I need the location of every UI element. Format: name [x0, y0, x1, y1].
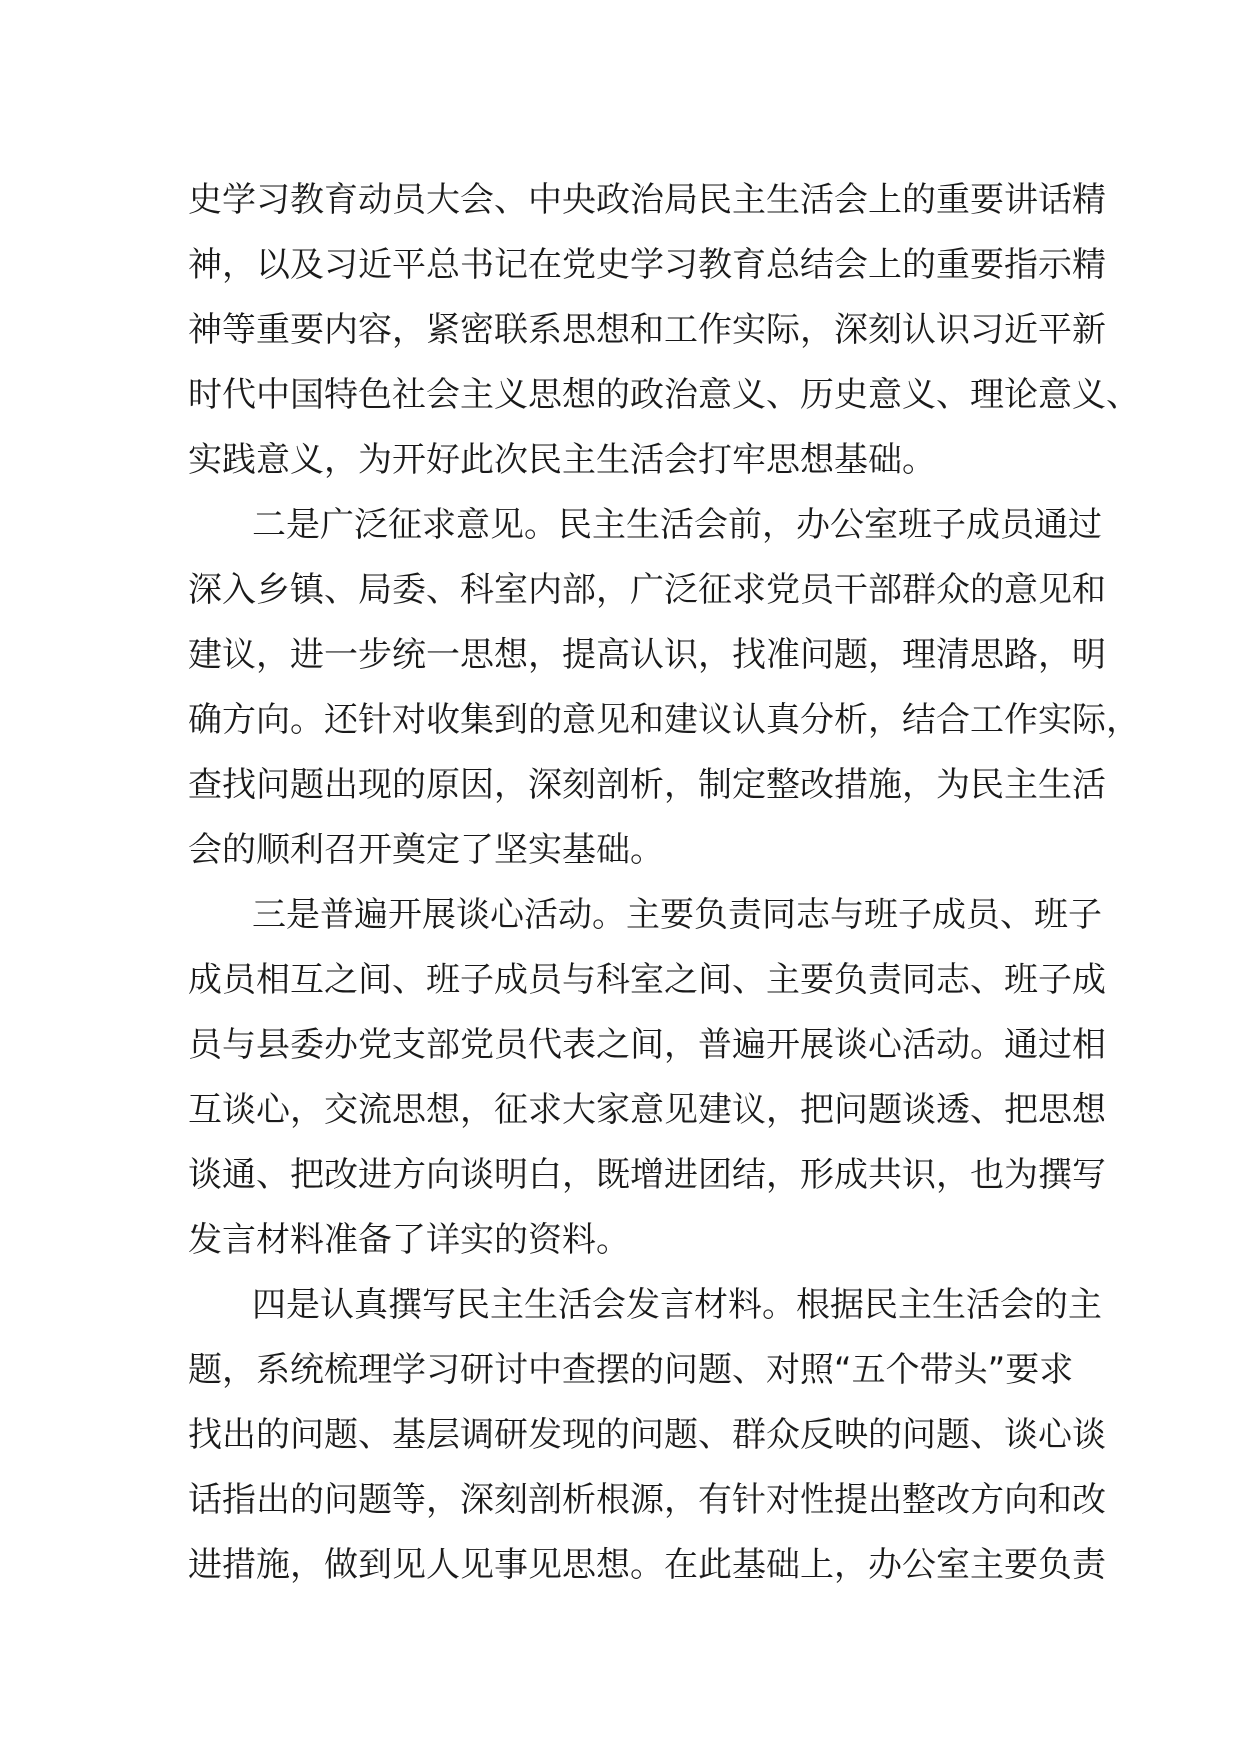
text-line: 时代中国特色社会主义思想的政治意义、历史意义、理论意义、 [188, 375, 1140, 415]
text-line: 确方向。还针对收集到的意见和建议认真分析，结合工作实际， [188, 700, 1140, 740]
paragraph-start-line: 四是认真撰写民主生活会发言材料。根据民主生活会的主 [252, 1285, 1102, 1325]
text-line: 话指出的问题等，深刻剖析根源，有针对性提出整改方向和改 [188, 1480, 1106, 1520]
text-line: 成员相互之间、班子成员与科室之间、主要负责同志、班子成 [188, 960, 1106, 1000]
body-text [188, 168, 1140, 1598]
text-line: 深入乡镇、局委、科室内部，广泛征求党员干部群众的意见和 [188, 570, 1106, 610]
text-line: 题，系统梳理学习研讨中查摆的问题、对照“五个带头”要求 [188, 1350, 1074, 1390]
text-line: 互谈心，交流思想，征求大家意见建议，把问题谈透、把思想 [188, 1090, 1106, 1130]
text-line: 建议，进一步统一思想，提高认识，找准问题，理清思路，明 [188, 635, 1106, 675]
text-line: 发言材料准备了详实的资料。 [188, 1220, 630, 1260]
text-line: 谈通、把改进方向谈明白，既增进团结，形成共识，也为撰写 [188, 1155, 1106, 1195]
paragraph-start-line: 二是广泛征求意见。民主生活会前，办公室班子成员通过 [252, 505, 1102, 545]
text-line: 进措施，做到见人见事见思想。在此基础上，办公室主要负责 [188, 1545, 1106, 1585]
paragraph-start-line: 三是普遍开展谈心活动。主要负责同志与班子成员、班子 [252, 895, 1102, 935]
text-line: 实践意义，为开好此次民主生活会打牢思想基础。 [188, 440, 936, 480]
text-line: 员与县委办党支部党员代表之间，普遍开展谈心活动。通过相 [188, 1025, 1106, 1065]
text-line: 神等重要内容，紧密联系思想和工作实际，深刻认识习近平新 [188, 310, 1106, 350]
text-line: 找出的问题、基层调研发现的问题、群众反映的问题、谈心谈 [188, 1415, 1106, 1455]
text-line: 神，以及习近平总书记在党史学习教育总结会上的重要指示精 [188, 245, 1106, 285]
text-line: 查找问题出现的原因，深刻剖析，制定整改措施，为民主生活 [188, 765, 1106, 805]
text-line: 会的顺利召开奠定了坚实基础。 [188, 830, 664, 870]
text-line: 史学习教育动员大会、中央政治局民主生活会上的重要讲话精 [188, 180, 1106, 220]
